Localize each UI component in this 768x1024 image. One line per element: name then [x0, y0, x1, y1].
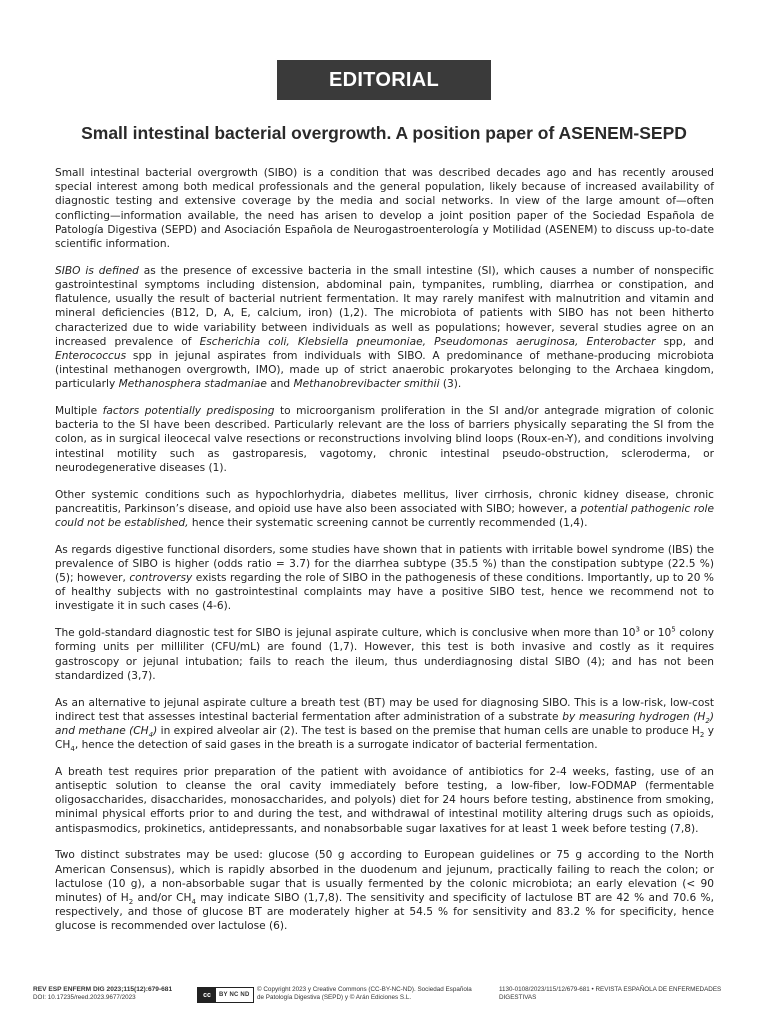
paragraph-text-run: 4: [191, 898, 196, 907]
paragraph-text-run: Other systemic conditions such as hypochlorhydria, diabetes mellitus, liver cirrhosis, chronic kidney disease, chronic pancreatitis, Parkinson’s disease, and opioid use have also been associated with SIBO; however, a: [55, 488, 714, 515]
paragraph-text-run: , hence the detection of said gases in the breath is a surrogate indicator of bacterial fermentation.: [74, 739, 598, 752]
paragraph-text-run: to microorganism proliferation in the SI and/or antegrade migration of colonic bacteria to the SI have been described. Particularly relevant are the loss of barriers physically separating the SI from the colon, as in surgical ileocecal valve resections or reconstructions involving blind loops (Roux-en-Y), and conditions involving intestinal motility such as gastroparesis, vagotomy, chronic intestinal pseudo-obstruction, scleroderma, or neurodegenerative diseases (1).: [55, 405, 714, 474]
paragraph-text-run: hence their systematic screening cannot be currently recommended (1,4).: [188, 516, 588, 529]
body-paragraph: [55, 488, 714, 531]
paragraph-text-run: colony forming units per milliliter (CFU/mL) are found (1,7). However, this test is both invasive and costly as it requires gastroscopy or jejunal intubation; fails to reach the ileum, thus underdiagnosing distal SIBO (4); and has not been standardized (3,7).: [55, 627, 714, 682]
copyright-line-1: © Copyright 2023 y Creative Commons (CC-BY-NC-ND). Sociedad Española: [257, 986, 472, 993]
paragraph-text-run: (3).: [439, 378, 462, 391]
paragraph-text-run: and/or CH: [133, 891, 192, 904]
paragraph-text-run: A breath test requires prior preparation of the patient with avoidance of antibiotics for 2-4 weeks, fasting, use of an antiseptic solution to cleanse the oral cavity immediately before testing, a low-fiber, low-FODMAP (fermentable oligosaccharides, disaccharides, monosaccharides, and polyols) diet for 24 hours before testing, abstinence from smoking, minimal physical efforts prior to and during the test, and withdrawal of intestinal motility altering drugs such as opioids, antispasmodics, prokinetics, antidepressants, and nonabsorbable sugar laxatives for at least 1 week before testing (7,8).: [55, 765, 714, 835]
copyright-notice: [257, 986, 487, 1002]
body-paragraph: [55, 848, 714, 933]
paragraph-text-run: y CH: [55, 724, 715, 752]
paragraph-text-run: As regards digestive functional disorders, some studies have shown that in patients with irritable bowel syndrome (IBS) the prevalence of SIBO is higher (odds ratio = 3.7) for the diarrhea subtype (35.5 %) than the constipation subtype (22.5 %) (5); however,: [55, 543, 714, 585]
paragraph-text-run: The gold-standard diagnostic test for SIBO is jejunal aspirate culture, which is conclusive when more than 10: [55, 627, 636, 640]
issn-line: 1130-0108/2023/115/12/679-681 • REVISTA ESPAÑOLA DE ENFERMEDADES DIGESTIVAS: [499, 986, 722, 1001]
article-title: Small intestinal bacterial overgrowth. A position paper of ASENEM-SEPD: [81, 123, 687, 143]
paragraph-text-run: ) and methane (CH: [55, 710, 714, 737]
article-body: [55, 166, 714, 934]
paragraph-text-run: exists regarding the role of SIBO in the pathogenesis of these conditions. Importantly, up to 20 % of healthy subjects with no gastrointestinal complaints may have a positive SIBO test, hence we recommend not to investigate it in such cases (4-6).: [55, 572, 714, 613]
paragraph-text-run: may indicate SIBO (1,7,8). The sensitivity and specificity of lactulose BT are 42 % and 70.6 %, respectively, and those of glucose BT are moderately higher at 54.5 % for sensitivity and 83.2 % for specificity, hence glucose is recommended over lactulose (6).: [55, 891, 714, 933]
paragraph-text-run: potential pathogenic role could not be established,: [55, 502, 715, 529]
paragraph-text-run: 2: [699, 731, 705, 740]
body-paragraph: [55, 166, 714, 251]
paragraph-text-run: 2: [128, 898, 134, 907]
paragraph-text-run: 5: [671, 625, 676, 634]
paragraph-text-run: ): [153, 724, 158, 737]
body-paragraph: [55, 264, 714, 392]
page-footer: [33, 986, 738, 1010]
journal-reference: REV ESP ENFERM DIG 2023;115(12):679-681: [33, 986, 173, 993]
doi-text: DOI: 10.17235/reed.2023.9677/2023: [33, 994, 136, 1001]
paragraph-text-run: controversy: [129, 572, 193, 585]
cc-icon: cc: [198, 988, 216, 1002]
paragraph-text-run: spp in jejunal aspirates from individuals with SIBO. A predominance of methane-producing microbiota (intestinal methanogen overgrowth, IMO), made up of strict anaerobic prokaryotes belonging to the Archaea kingdom, particularly: [55, 349, 714, 391]
paragraph-text-run: factors potentially predisposing: [102, 405, 275, 418]
paragraph-text-run: Methanosphera stadmaniae: [118, 378, 267, 391]
body-paragraph: [55, 543, 714, 614]
paragraph-text-run: 3: [635, 625, 640, 634]
copyright-line-2: de Patología Digestiva (SEPD) y © Arán Ediciones S.L.: [257, 994, 412, 1001]
paragraph-text-run: by measuring hydrogen (H: [562, 710, 706, 723]
paragraph-text-run: 4: [70, 745, 75, 754]
paragraph-text-run: spp, and: [655, 335, 714, 348]
paragraph-text-run: or 10: [639, 627, 672, 640]
cc-license-text: BY NC ND: [219, 992, 250, 998]
paragraph-text-run: SIBO is defined: [55, 264, 139, 277]
paragraph-text-run: Small intestinal bacterial overgrowth (SIBO) is a condition that was described decades ago and has recently aroused special interest among both medical professionals and the general population, likely because of increased availability of diagnostic testing and extensive coverage by the media and social networks. In view of the large amount of—often conflicting—information available, the need has arisen to develop a joint position paper of the Sociedad Española de Patología Digestiva (SEPD) and Asociación Española de Neurogastroenterología y Motilidad (ASENEM) to discuss up-to-date scientific information.: [55, 167, 714, 251]
journal-citation: [33, 986, 193, 1002]
paragraph-text-run: in expired alveolar air (2). The test is based on the premise that human cells are unable to produce H: [157, 724, 700, 737]
paragraph-text-run: as the presence of excessive bacteria in the small intestine (SI), which causes a number of nonspecific gastrointestinal symptoms including distension, abdominal pain, tympanites, rumbling, diarrhea or constipation, and flatulence, usually the result of bacterial nutrient fermentation. It may rarely manifest with malnutrition and vitamin and mineral deficiencies (B12, D, A, E, calcium, iron) (1,2). The microbiota of patients with SIBO has not been hitherto characterized due to wide variability between individuals as well as populations; however, several studies agree on an increased prevalence of: [55, 264, 714, 348]
paragraph-text-run: As an alternative to jejunal aspirate culture a breath test (BT) may be used for diagnosing SIBO. This is a low-risk, low-cost indirect test that assesses intestinal bacterial fermentation after administration of a substrate: [55, 696, 714, 723]
body-paragraph: [55, 404, 714, 475]
paragraph-text-run: Multiple: [55, 405, 103, 418]
section-label-banner: EDITORIAL: [277, 60, 491, 100]
paragraph-text-run: Methanobrevibacter smithii: [293, 378, 440, 391]
body-paragraph: [55, 696, 714, 753]
body-paragraph: [55, 626, 714, 683]
paragraph-text-run: 4: [148, 731, 154, 740]
paragraph-text-run: 2: [705, 716, 710, 725]
paragraph-text-run: and: [266, 378, 294, 391]
paragraph-text-run: Two distinct substrates may be used: glucose (50 g according to European guidelines or 75 g according to the North American Consensus), which is rapidly absorbed in the duodenum and jejunum, practically failing to reach the colon; or lactulose (10 g), a non-absorbable sugar that is usually fermented by the colonic microbiota; an early elevation (< 90 minutes) of H: [55, 849, 714, 904]
creative-commons-badge: [197, 987, 254, 1003]
paragraph-text-run: Enterococcus: [55, 349, 127, 362]
body-paragraph: [55, 765, 714, 836]
paragraph-text-run: Escherichia coli, Klebsiella pneumoniae, Pseudomonas aeruginosa, Enterobacter: [199, 335, 656, 348]
